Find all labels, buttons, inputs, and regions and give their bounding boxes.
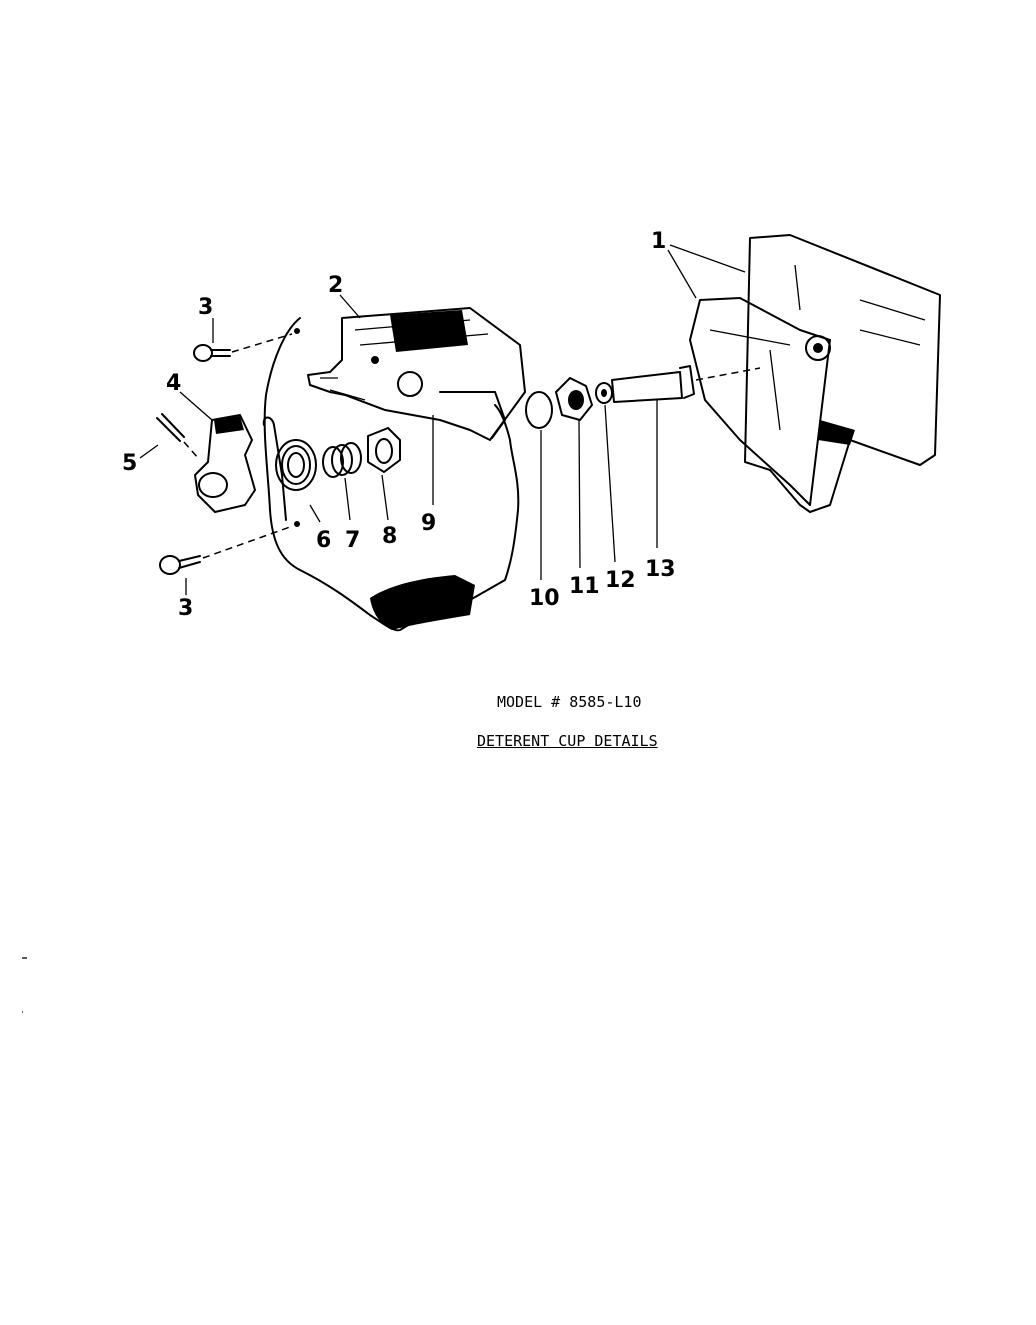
- callout-9: 9: [421, 511, 437, 536]
- shaft-part-13: [612, 366, 760, 402]
- callout-6: 6: [316, 528, 332, 553]
- washer-part-10: [526, 392, 552, 428]
- callout-4: 4: [166, 371, 182, 396]
- coil-spring-part-7: [323, 443, 361, 477]
- nut-part-8: [368, 428, 400, 472]
- callout-11: 11: [569, 574, 600, 599]
- callout-2: 2: [328, 273, 344, 298]
- callout-10: 10: [529, 586, 560, 611]
- small-washer-part-12: [596, 383, 612, 403]
- callout-8: 8: [382, 524, 398, 549]
- callout-12: 12: [605, 568, 636, 593]
- callout-1: 1: [651, 229, 667, 254]
- cam-bracket-part-4: [195, 415, 255, 512]
- callout-3-top: 3: [198, 295, 214, 320]
- switch-assembly-part-2: [308, 308, 525, 440]
- model-number-label: MODEL # 8585-L10: [497, 693, 642, 711]
- callout-13: 13: [645, 557, 676, 582]
- callout-7: 7: [345, 528, 361, 553]
- hex-bushing-part-11: [556, 378, 592, 420]
- screw-part-3-bottom: [160, 527, 290, 574]
- cup-housing-part-1: [690, 235, 940, 512]
- callout-3-bottom: 3: [178, 596, 194, 621]
- pin-part-5: [157, 414, 198, 458]
- mounting-panel-part-9: [265, 318, 519, 630]
- torsion-spring-part-6: [264, 418, 316, 521]
- callout-5: 5: [122, 451, 138, 476]
- screw-part-3-top: [194, 334, 292, 361]
- diagram-title: DETERENT CUP DETAILS: [477, 732, 658, 750]
